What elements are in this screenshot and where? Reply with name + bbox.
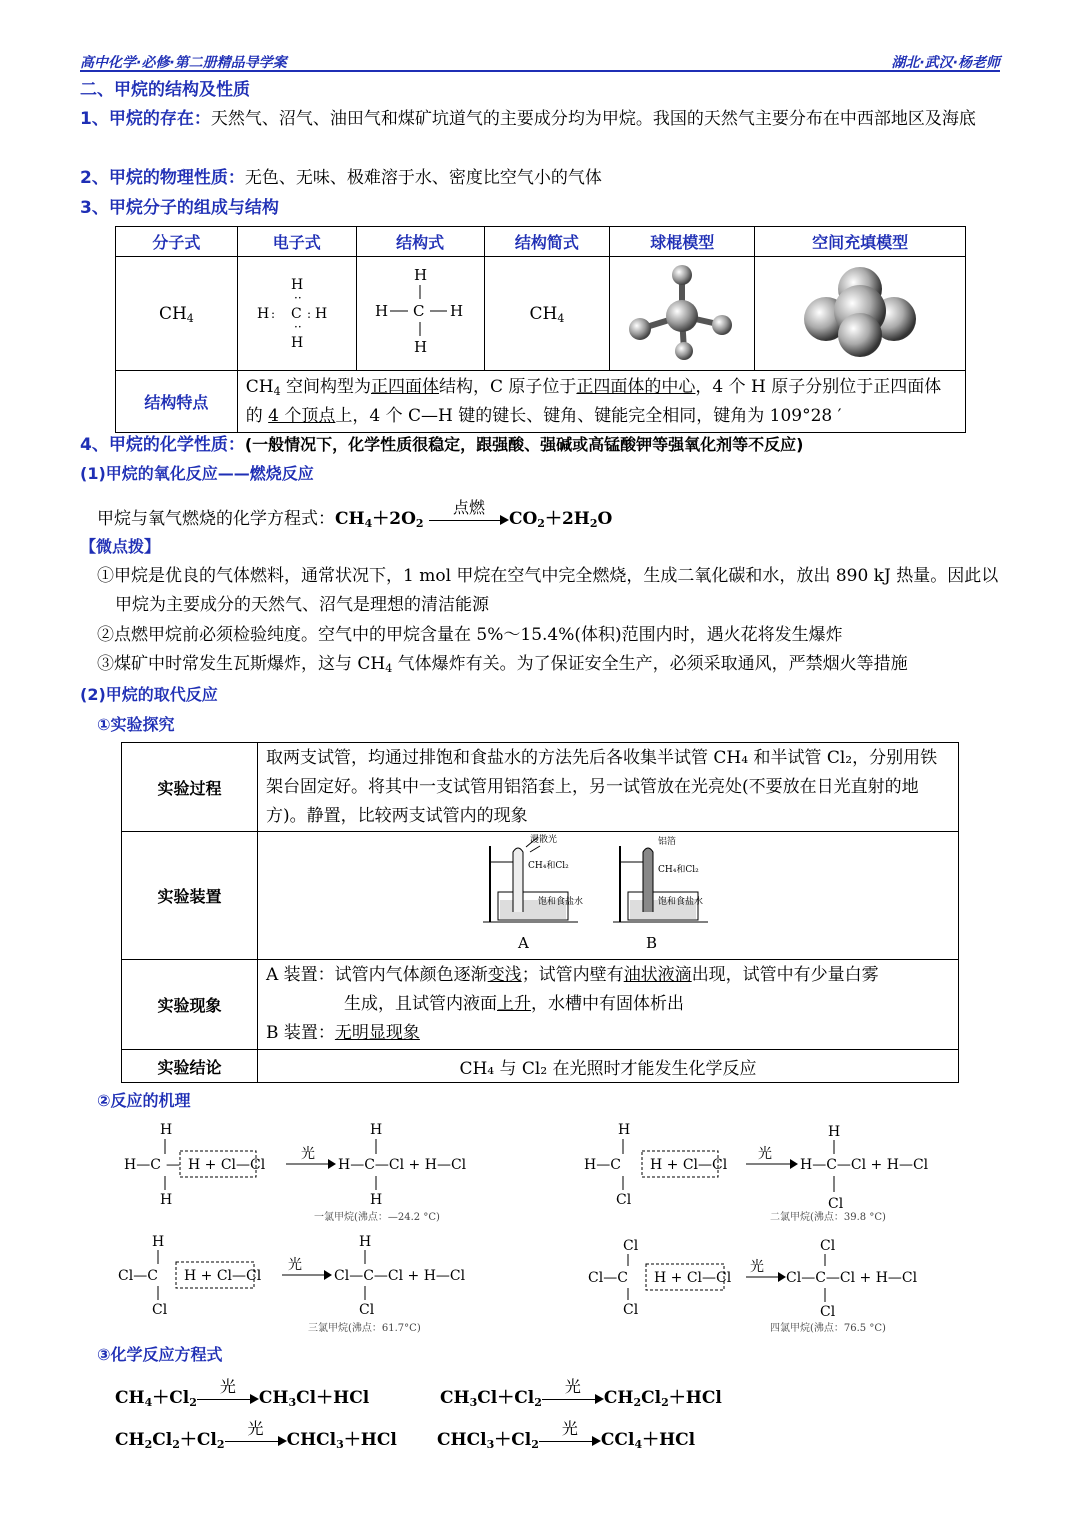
label-brine-b: 饱和食盐水 — [658, 897, 704, 907]
experiment-title: ①实验探究 — [97, 715, 175, 734]
cell-feature-text: $CH_4$ 空间构型为正四面体结构，C 原子位于正四面体的中心，4 个 H 原子分别位于正四面体的 4 个顶点上，4 个 C—H 键的键长、键角、键能完全相同，键角为 109°28 ′ — [237, 371, 965, 433]
svg-text:H: H — [152, 1234, 165, 1250]
svg-text:光: 光 — [750, 1259, 764, 1275]
header-right: 湖北·武汉·杨老师 — [891, 55, 1000, 71]
svg-text:H: H — [160, 1122, 173, 1138]
svg-text:H + Cl—Cl: H + Cl—Cl — [184, 1268, 262, 1284]
svg-text:H: H — [290, 277, 303, 293]
svg-text:Cl—C: Cl—C — [118, 1268, 158, 1284]
svg-text:H: H — [414, 338, 428, 356]
row-phenomenon-label: 实验现象 — [122, 960, 258, 1050]
paragraph-chemical — [80, 430, 1010, 460]
th-molecular-formula: 分子式 — [116, 227, 238, 257]
row-process-label: 实验过程 — [122, 743, 258, 832]
ignite-arrow: 点燃 — [429, 509, 509, 531]
svg-text:H—C—Cl + H—Cl: H—C—Cl + H—Cl — [338, 1157, 467, 1173]
svg-text:H + Cl—Cl: H + Cl—Cl — [650, 1157, 728, 1173]
tip-1: ①甲烷是优良的气体燃料，通常状况下，1 mol 甲烷在空气中完全燃烧，生成二氧化碳和水，放出 890 kJ 热量。因此以甲烷为主要成分的天然气、沼气是理想的清洁能源 — [97, 566, 999, 615]
equation-4: $CHCl_3+Cl_2$ 光 CCl$_4$＋HCl — [437, 1418, 696, 1451]
th-electron-formula: 电子式 — [237, 227, 356, 257]
electron-dot-diagram — [257, 271, 337, 351]
svg-text:Cl—C: Cl—C — [588, 1270, 628, 1286]
svg-text:H: H — [370, 1122, 383, 1138]
cell-structural — [356, 257, 484, 371]
structural-formula-diagram — [375, 264, 465, 358]
svg-text:光: 光 — [758, 1146, 772, 1162]
row-phenomenon-text: A 装置：试管内气体颜色逐渐变浅；试管内壁有油状液滴出现，试管中有少量白雾 生成，且试管内液面上升，水槽中有固体析出 B 装置：无明显现象 — [258, 960, 959, 1050]
svg-text:H—C—Cl + H—Cl: H—C—Cl + H—Cl — [800, 1157, 929, 1173]
mechanism-step-2 — [584, 1122, 929, 1223]
label-physical: 2、甲烷的物理性质： — [80, 168, 245, 188]
row-apparatus-label: 实验装置 — [122, 832, 258, 960]
equations-title: ③化学反应方程式 — [97, 1345, 223, 1364]
svg-text:H: H — [359, 1234, 372, 1250]
cell-formula — [116, 257, 238, 371]
svg-text:三氯甲烷(沸点：61.7°C): 三氯甲烷(沸点：61.7°C) — [308, 1323, 421, 1334]
label-b: B — [646, 934, 658, 952]
svg-text:Cl—C—Cl + H—Cl: Cl—C—Cl + H—Cl — [334, 1268, 466, 1284]
svg-text:··: ·· — [293, 320, 302, 334]
svg-text:C: C — [290, 306, 302, 322]
svg-text:Cl: Cl — [359, 1302, 375, 1318]
text-existence: 天然气、沼气、油田气和煤矿坑道气的主要成分均为甲烷。我国的天然气主要分布在中西部地区及海底 — [210, 109, 976, 129]
svg-text:光: 光 — [288, 1257, 302, 1273]
label-structure: 3、甲烷分子的组成与结构 — [80, 198, 279, 218]
cell-ball-stick — [610, 257, 755, 371]
mechanism-diagram — [118, 1118, 1008, 1340]
equation-1: $CH_4+Cl_2$ 光 $CH_3Cl+HCl$ — [115, 1376, 370, 1409]
svg-text:二氯甲烷(沸点：39.8 °C): 二氯甲烷(沸点：39.8 °C) — [770, 1212, 886, 1223]
paragraph-physical — [80, 164, 1010, 193]
th-simple-formula: 结构简式 — [484, 227, 610, 257]
equation-3: $CH_2Cl_2+Cl_2$ 光 CHCl$_3$＋HCl — [115, 1418, 397, 1451]
row-conclusion-text: CH₄ 与 Cl₂ 在光照时才能发生化学反应 — [258, 1050, 959, 1083]
apparatus-diagram — [478, 832, 738, 954]
svg-text:Cl: Cl — [820, 1304, 836, 1320]
svg-text:H: H — [618, 1122, 631, 1138]
cell-simple-formula — [484, 257, 610, 371]
th-ball-stick: 球棍模型 — [610, 227, 755, 257]
svg-text:H: H — [375, 302, 389, 320]
th-structural-formula: 结构式 — [356, 227, 484, 257]
text-chemical: (一般情况下，化学性质很稳定，跟强酸、强碱或高锰酸钾等强氧化剂等不反应) — [244, 435, 804, 454]
row-process-text: 取两支试管，均通过排饱和食盐水的方法先后各收集半试管 CH₄ 和半试管 Cl₂，分别用铁架台固定好。将其中一支试管用铝箔套上，另一试管放在光亮处(不要放在日光直射的地方)。静置，比较两支试管内的现象 — [258, 743, 959, 832]
cell-space-filling — [755, 257, 966, 371]
svg-text:四氯甲烷(沸点：76.5 °C): 四氯甲烷(沸点：76.5 °C) — [770, 1323, 886, 1334]
svg-text:—: — — [166, 1157, 180, 1173]
structure-table — [115, 226, 966, 433]
tip-2: ②点燃甲烷前必须检验纯度。空气中的甲烷含量在 5%～15.4%(体积)范围内时，遇火花将发生爆炸 — [97, 625, 843, 645]
svg-text:Cl—C—Cl + H—Cl: Cl—C—Cl + H—Cl — [786, 1270, 918, 1286]
svg-text:H: H — [370, 1192, 383, 1208]
svg-text:Cl: Cl — [623, 1302, 639, 1318]
mechanism-step-4 — [588, 1238, 918, 1334]
ball-stick-model — [622, 261, 742, 361]
substitution-title: (2)甲烷的取代反应 — [80, 685, 218, 704]
svg-text:Cl: Cl — [828, 1196, 844, 1212]
svg-text:一氯甲烷(沸点：—24.2 °C): 一氯甲烷(沸点：—24.2 °C) — [314, 1212, 440, 1223]
svg-text:H: H — [256, 306, 269, 322]
paragraph-structure — [80, 194, 1010, 223]
molecular-formula: $CH_4$ — [158, 303, 194, 325]
mechanism-step-3 — [118, 1234, 466, 1334]
space-filling-model — [800, 261, 920, 361]
cell-electron — [237, 257, 356, 371]
svg-text:H: H — [450, 302, 464, 320]
th-space-filling: 空间充填模型 — [755, 227, 966, 257]
label-light: 漫散光 — [530, 835, 558, 845]
oxidation-title: (1)甲烷的氧化反应——燃烧反应 — [80, 464, 314, 483]
label-a: A — [518, 934, 529, 952]
tip-3: ③煤矿中时常发生瓦斯爆炸，这与 $CH_4$ 气体爆炸有关。为了保证安全生产，必须采取通风，严禁烟火等措施 — [97, 654, 908, 675]
header-divider — [80, 70, 1000, 72]
svg-text:Cl: Cl — [623, 1238, 639, 1254]
row-conclusion-label: 实验结论 — [122, 1050, 258, 1083]
label-gas-b: CH₄和Cl₂ — [658, 865, 699, 875]
svg-text:H: H — [828, 1124, 841, 1140]
label-gas-a: CH₄和Cl₂ — [528, 861, 569, 871]
svg-text:C: C — [413, 302, 425, 320]
mechanism-step-1 — [124, 1122, 467, 1223]
label-brine-a: 饱和食盐水 — [538, 897, 584, 907]
svg-text:Cl: Cl — [616, 1192, 632, 1208]
tip-title: 【微点拨】 — [80, 537, 161, 556]
row-apparatus — [258, 832, 959, 960]
svg-text:H + Cl—Cl: H + Cl—Cl — [654, 1270, 732, 1286]
combustion-equation: 甲烷与氧气燃烧的化学方程式：$CH_4+2O_2$ 点燃 $CO_2+2H_2O$ — [97, 497, 613, 530]
svg-text::: : — [306, 307, 311, 321]
label-foil: 铝箔 — [658, 837, 677, 847]
paragraph-existence — [80, 105, 1010, 134]
label-existence: 1、甲烷的存在： — [80, 109, 211, 129]
svg-text:··: ·· — [293, 291, 302, 305]
svg-text::: : — [270, 307, 275, 321]
header-left: 高中化学·必修·第二册精品导学案 — [80, 55, 287, 71]
svg-text:H: H — [290, 335, 303, 351]
svg-text:H: H — [414, 266, 428, 284]
label-chemical: 4、甲烷的化学性质： — [80, 435, 245, 455]
svg-text:Cl: Cl — [152, 1302, 168, 1318]
svg-text:H + Cl—Cl: H + Cl—Cl — [188, 1157, 266, 1173]
svg-text:光: 光 — [301, 1146, 315, 1162]
cell-feature-label: 结构特点 — [116, 371, 238, 433]
section-title: 二、甲烷的结构及性质 — [80, 80, 250, 100]
experiment-table — [121, 742, 959, 1083]
svg-text:H: H — [314, 306, 327, 322]
svg-text:H—C: H—C — [124, 1157, 161, 1173]
simple-formula: $CH_4$ — [529, 303, 565, 325]
svg-text:H—C: H—C — [584, 1157, 621, 1173]
mechanism-title: ②反应的机理 — [97, 1091, 191, 1110]
equation-2: $CH_3Cl+Cl_2$ 光 $CH_2Cl_2+HCl$ — [440, 1376, 722, 1409]
svg-text:H: H — [160, 1192, 173, 1208]
svg-text:Cl: Cl — [820, 1238, 836, 1254]
page-header — [80, 52, 1000, 72]
text-physical: 无色、无味、极难溶于水、密度比空气小的气体 — [244, 168, 602, 188]
